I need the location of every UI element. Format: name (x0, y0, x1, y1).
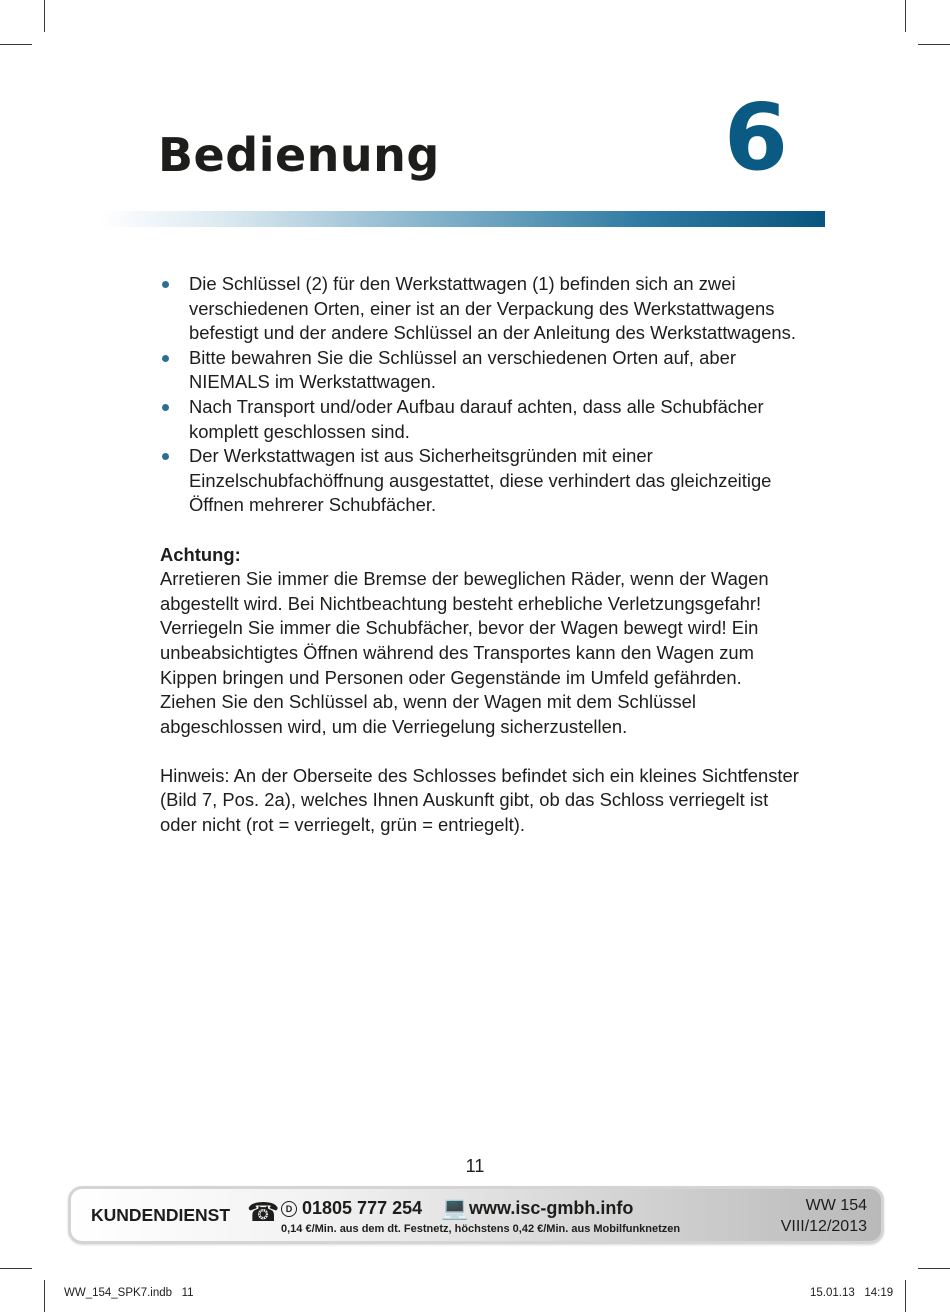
crop-mark (918, 44, 950, 45)
bullet-icon (162, 355, 169, 362)
page-number: 11 (465, 1156, 485, 1176)
phone-number: 01805 777 254 (302, 1198, 423, 1218)
website-link[interactable]: www.isc-gmbh.info (469, 1198, 634, 1218)
chapter-number: 6 (723, 84, 788, 191)
list-item: Die Schlüssel (2) für den Werkstattwagen (1) befinden sich an zwei verschiedenen Orten, einer ist an der Verpackung des Werkstattwagens befestigt und der andere Schlüssel an der Anleitung des Werkstattwagens. (160, 272, 800, 346)
crop-mark (918, 1268, 950, 1269)
warning-text: Arretieren Sie immer die Bremse der beweglichen Räder, wenn der Wagen abgestellt wird. Bei Nichtbeachtung besteht erhebliche Verletzungsgefahr! (160, 568, 769, 614)
main-content (160, 272, 800, 838)
crop-mark (0, 1268, 32, 1269)
warning-heading: Achtung: (160, 543, 241, 565)
telephone-icon: ☎ (247, 1197, 280, 1227)
service-label: KUNDENDIENST (91, 1205, 231, 1225)
model-info (781, 1195, 867, 1237)
instruction-list (160, 272, 800, 518)
laptop-icon: 💻 (441, 1195, 469, 1220)
warning-text: Verriegeln Sie immer die Schubfächer, bevor der Wagen bewegt wird! Ein unbeabsichtigtes Öffnen während des Transportes kann den Wagen zum Kippen bringen und Personen oder Gegenstände im Umfeld gefährden. Ziehen Sie den Schlüssel ab, wenn der Wagen mit dem Schlüssel abgeschlossen wird, um die Verriegelung sicherzustellen. (160, 617, 759, 737)
version-code: VIII/12/2013 (780, 1218, 867, 1235)
list-item: Nach Transport und/oder Aufbau darauf achten, dass alle Schubfächer komplett geschlossen sind. (160, 395, 800, 444)
crop-mark (905, 0, 906, 32)
crop-mark (44, 0, 45, 32)
crop-mark (0, 44, 32, 45)
list-item: Bitte bewahren Sie die Schlüssel an verschiedenen Orten auf, aber NIEMALS im Werkstattwagen. (160, 346, 800, 395)
bullet-icon (162, 404, 169, 411)
d-badge: D (281, 1201, 297, 1217)
service-footer (68, 1186, 884, 1244)
call-rates: 0,14 €/Min. aus dem dt. Festnetz, höchstens 0,42 €/Min. aus Mobilfunknetzen (281, 1223, 681, 1235)
print-slug-datetime: 15.01.13 14:19 (810, 1287, 894, 1299)
crop-mark (905, 1280, 906, 1312)
bullet-icon (162, 453, 169, 460)
crop-mark (44, 1280, 45, 1312)
page-title: Bedienung (158, 128, 440, 182)
header-gradient-rule (100, 211, 825, 227)
model-number: WW 154 (805, 1197, 867, 1214)
note-text: Hinweis: An der Oberseite des Schlosses befindet sich ein kleines Sichtfenster (Bild 7, Pos. 2a), welches Ihnen Auskunft gibt, ob das Schloss verriegelt ist oder nicht (rot = verriegelt, grün = entriegelt). (160, 764, 799, 836)
bullet-icon (162, 281, 169, 288)
list-item: Der Werkstattwagen ist aus Sicherheitsgründen mit einer Einzelschubfachöffnung ausgestattet, diese verhindert das gleichzeitige Öffnen mehrerer Schubfächer. (160, 444, 800, 518)
print-slug-file: WW_154_SPK7.indb 11 (64, 1287, 194, 1299)
